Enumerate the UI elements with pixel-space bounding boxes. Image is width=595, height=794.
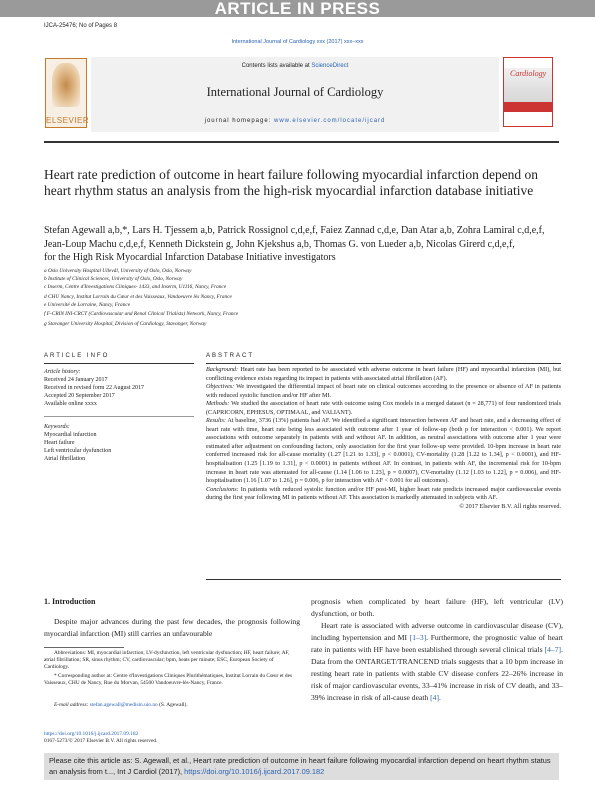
keywords-block — [44, 423, 194, 463]
journal-cover-thumbnail — [503, 57, 553, 127]
citation-box — [44, 753, 559, 780]
abstract-results: Results: At baseline, 3736 (13%) patients had AF. We identified a significant interaction between AF and heart rate, and a decreasing effect of heart rate with time, heart rate being less associated with outcome after 1 year of follow-up (both p for interaction < 0.001). We report associations with outcome separately in patients with and without AF. In addition, as neutral associations with outcome after 1 year were estimated after adjustment on confounding factors, only association for the first year follow-up were provided. 10-bpm increase in heart rate conferred increased risk for all-cause mortality (1.27 [1.21 to 1.33], p < 0.0001), CV-mortality (1.28 [1.22 to 1.34], p < 0.0001), and HF-hospitalisation (1.25 [1.19 to 1.31], p < 0.0001) in patients without AF. In contrast, in patients with AF, the incremental risk for 10-bpm increase in heart rate was attenuated for all-cause (1.14 [1.06 to 1.23], p = 0.0007), CV-mortality (1.12 [1.03 to 1.22], p = 0.006), and HF-hospitalisation (1.16 [1.07 to 1.26], p = 0.006, p for interaction with AF < 0.001 for all outcomes). — [206, 417, 561, 485]
objectives-label: Objectives: — [206, 383, 235, 391]
online-date: Available online xxxx — [44, 401, 97, 407]
article-id: IJCA-25476; No of Pages 8 — [44, 23, 118, 29]
results-label: Results: — [206, 417, 226, 425]
intro-paragraph-right-1: prognosis when complicated by heart failure (HF), left ventricular (LV) dysfunction, or both. — [311, 597, 563, 618]
footnote-rule — [44, 647, 124, 648]
abbreviations-footnote: Abbreviations: MI, myocardial infarction; LV-dysfunction, left ventricular dysfunction; HF, heart failure; AF, atrial fibrillation; SR, sinus rhythm; CV, cardiovascular; bpm, heats per minute; ESC, European Society of Cardiology. — [44, 650, 290, 670]
sciencedirect-link[interactable]: ScienceDirect — [311, 63, 349, 69]
abstract-methods: Methods: We studied the association of heart rate with outcome using Cox models in a merged dataset (n = 28,771) of four randomized trials (CAPRICORN, EPHESUS, OPTIMAAL, and VALIANT). — [206, 400, 561, 416]
affiliation: e Université de Lorraine, Nancy, France — [44, 302, 131, 308]
info-divider — [44, 416, 194, 417]
citation-doi-link[interactable]: https://doi.org/10.1016/j.ijcard.2017.09.182 — [184, 767, 325, 776]
abstract-heading: ABSTRACT — [206, 353, 255, 359]
affiliation: b Institute of Clinical Sciences, University of Oslo, Oslo, Norway — [44, 276, 183, 282]
homepage-prefix: journal homepage: — [204, 118, 274, 124]
email-label: E-mail address: — [54, 702, 90, 708]
affiliation: c Inserm, Centre d'Investigations Cliniques- 1433, and Inserm, U1116, Nancy, France — [44, 284, 227, 290]
section-heading-introduction: 1. Introduction — [44, 597, 96, 606]
keyword: Heart failure — [44, 440, 75, 446]
article-info-rule — [44, 363, 194, 364]
header-rule — [44, 141, 559, 143]
keyword: Atrial fibrillation — [44, 456, 86, 462]
affiliation: f F-CRIN INI-CRCT (Cardiovascular and Renal Clinical Trialists) Network, Nancy, France — [44, 311, 239, 317]
copyright: © 2017 Elsevier B.V. All rights reserved. — [459, 502, 561, 510]
article-title: Heart rate prediction of outcome in heart failure following myocardial infarction depend on heart rhythm status an analysis from the high-risk myocardial infarction database initiative — [44, 167, 539, 198]
homepage-link[interactable]: www.elsevier.com/locate/ijcard — [274, 118, 386, 124]
email-link[interactable]: stefan.agewall@medisin.uio.no — [89, 702, 158, 708]
abstract-objectives: Objectives: We investigated the differential impact of heart rate on clinical outcomes according to the presence or absence of AF in patients with reduced systolic function and/or HF after MI. — [206, 383, 561, 399]
journal-name: International Journal of Cardiology — [206, 85, 384, 99]
revised-date: Received in revised form 22 August 2017 — [44, 385, 144, 391]
elsevier-tree-icon — [52, 63, 80, 107]
authors-line-1: Stefan Agewall a,b,*, Lars H. Tjessem a,b, Patrick Rossignol c,d,e,f, Faiez Zannad c,d,e, Dan Atar a,b, Zohra Lamiral c,d,e,f, — [44, 225, 545, 236]
accepted-date: Accepted 20 September 2017 — [44, 393, 115, 399]
author-list — [44, 224, 559, 265]
journal-reference[interactable]: International Journal of Cardiology xxx (2017) xxx–xxx — [231, 39, 364, 45]
affiliation: d CHU Nancy, Institut Lorrain du Cœur et des Vaisseaux, Vandoeuvre lès Nancy, France — [44, 294, 232, 300]
background-label: Background: — [206, 366, 239, 373]
abstract-body — [206, 366, 561, 511]
reference-link[interactable]: [1–3] — [409, 633, 427, 642]
abstract-conclusions: Conclusions: In patients with reduced systolic function and/or HF post-MI, higher heart rate predicts increased major cardiovascular events during the first year following MI in patients without AF. This association is markedly attenuated in subjects with AF. — [206, 485, 561, 502]
intro-paragraph-right-2: Heart rate is associated with adverse outcome in cardiovascular disease (CV), including hypertension and MI [1–3]. Furthermore, the prognostic value of heart rate in patients with HF have been established through several clinical trials [4–7]. Data from the ONTARGET/TRANCEND trials suggests that a 10 bpm increase in resting heart rate in patients with stable CV disease confers 22–26% increase in risk of major cardiovascular events, 33–41% increase in risk of CV death, and 33–39% increase in risk of all-cause death [4]. — [311, 621, 563, 702]
elsevier-logo — [45, 58, 90, 128]
contents-line — [91, 62, 499, 70]
reference-link[interactable]: [4–7] — [544, 645, 562, 654]
conclusions-label: Conclusions: — [206, 485, 239, 493]
elsevier-wordmark: ELSEVIER — [46, 116, 90, 125]
abstract-background: Background: Heart rate has been reported to be associated with adverse outcome in heart failure (HF) and myocardial infarction (MI), but conflicting evidence exists regarding its impact in patients with associated atrial fibrillation (AF). — [206, 366, 561, 382]
cover-title: Cardiology — [510, 69, 547, 78]
corresponding-author-footnote: * Corresponding author at: Centre d'Investigations Cliniques Plurithématiques, Institut Lorrain du Cœur et des Vaisseaux, CHU de Nancy, Rue du Morvan, 54500 Vandoeuvre-lès-Nancy, France. — [44, 673, 293, 686]
keywords-label: Keywords: — [44, 424, 70, 430]
authors-line-3: for the High Risk Myocardial Infarction Database Initiative investigators — [44, 252, 336, 263]
history-label: Article history: — [44, 369, 81, 375]
reference-link[interactable]: [4] — [430, 693, 439, 702]
email-footnote: E-mail address: stefan.agewall@medisin.uio.no (S. Agewall). — [54, 702, 188, 708]
abstract-rule — [206, 363, 561, 364]
intro-paragraph-left: Despite major advances during the past few decades, the prognosis following myocardial infarction (MI) still carries an unfavourable — [44, 617, 300, 638]
keyword: Left ventricular dysfunction — [44, 448, 112, 454]
received-date: Received 24 January 2017 — [44, 377, 108, 383]
issn-line: 0167-5273/© 2017 Elsevier B.V. All rights reserved. — [44, 738, 158, 744]
article-in-press-banner: ARTICLE IN PRESS — [0, 0, 595, 17]
abstract-bottom-rule — [206, 579, 561, 580]
article-info-heading: ARTICLE INFO — [44, 353, 110, 359]
authors-line-2: Jean-Loup Machu c,d,e,f, Kenneth Dickstein g, John Kjekshus a,b, Thomas G. von Lueder a,b, Nicolas Girerd c,d,e,f, — [44, 238, 515, 250]
keyword: Myocardial infarction — [44, 432, 97, 438]
doi-link[interactable]: https://doi.org/10.1016/j.ijcard.2017.09.182 — [44, 731, 139, 737]
methods-label: Methods: — [206, 400, 230, 408]
intro-column-right — [311, 596, 563, 704]
affiliation: a Oslo University Hospital Ullevål, University of Oslo, Oslo, Norway — [44, 268, 192, 274]
article-history — [44, 368, 194, 408]
contents-prefix: Contents lists available at — [241, 63, 312, 69]
affiliation: g Stavanger University Hospital, Division of Cardiology, Stavanger, Norway — [44, 321, 207, 327]
citation-text: Please cite this article as: S. Agewall, et al., Heart rate prediction of outcome in heart failure following myocardial infarction depend on heart rhythm status an analysis from t..., Int J Cardiol (2017), — [49, 756, 551, 776]
homepage-line — [91, 117, 499, 125]
